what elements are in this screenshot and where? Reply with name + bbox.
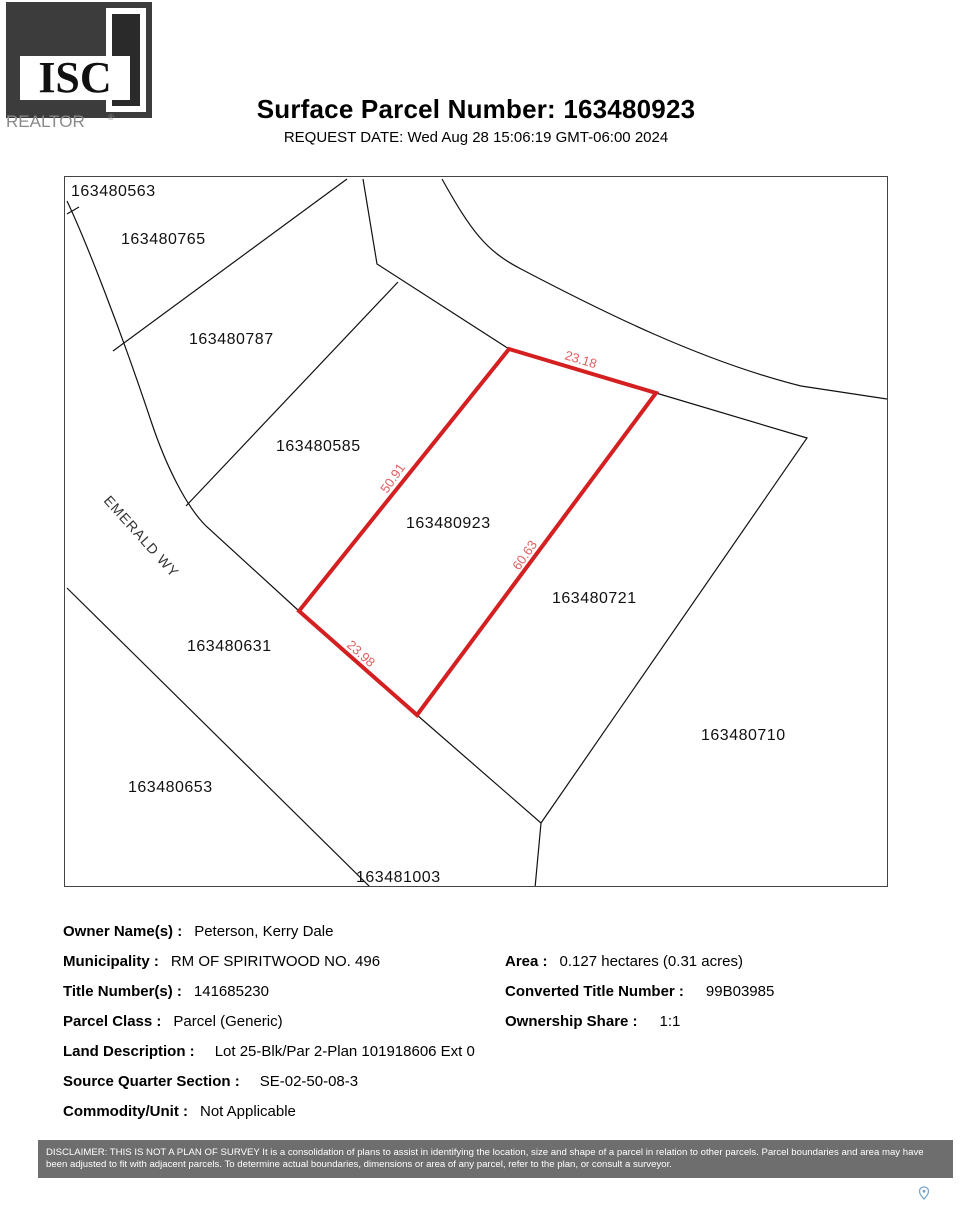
dimension-left: 50.91 (377, 460, 409, 496)
source-quarter-value: SE-02-50-08-3 (259, 1073, 359, 1090)
commodity-value: Not Applicable (200, 1103, 296, 1120)
map-pin-icon (918, 1186, 930, 1200)
dimension-top: 23.18 (563, 347, 599, 372)
ownership-share-value: 1:1 (659, 1013, 681, 1030)
page-title: Surface Parcel Number: 163480923 (256, 94, 696, 124)
municipality-label: Municipality : (63, 953, 159, 970)
isc-realtor-logo (6, 2, 152, 130)
title-number-value: 141685230 (193, 983, 269, 1000)
subject-parcel (299, 349, 656, 715)
disclaimer-banner: DISCLAIMER: THIS IS NOT A PLAN OF SURVEY It is a consolidation of plans to assist in identifying the location, size and shape of a parcel in relation to other parcels. Parcel boundaries and area may have been adjusted to fit with adjacent parcels. To determine actual boundaries, dimensions or area of any parcel, refer to the plan, or consult a surveyor. (38, 1140, 953, 1178)
logo-realtor-text: REALTOR (6, 112, 85, 130)
logo-letters: ISC (38, 53, 112, 102)
converted-title-value: 99B03985 (705, 983, 775, 1000)
source-quarter-label: Source Quarter Section : (63, 1073, 240, 1090)
land-description-label: Land Description : (63, 1043, 195, 1060)
owner-value: Peterson, Kerry Dale (194, 923, 334, 940)
title-number-label: Title Number(s) : (63, 983, 182, 1000)
area-label: Area : (505, 953, 548, 970)
request-date: REQUEST DATE: Wed Aug 28 15:06:19 GMT-06:00 2024 (283, 129, 669, 146)
parcel-label-163480721: 163480721 (552, 590, 637, 607)
land-description-row (63, 1043, 475, 1060)
parcel-label-163480765: 163480765 (121, 231, 206, 248)
parcel-label-163480585: 163480585 (276, 438, 361, 455)
parcel-class-label: Parcel Class : (63, 1013, 162, 1030)
area-value: 0.127 hectares (0.31 acres) (559, 953, 743, 970)
owner-row (63, 923, 333, 940)
parcel-label-163480563: 163480563 (71, 183, 156, 200)
land-description-value: Lot 25-Blk/Par 2-Plan 101918606 Ext 0 (214, 1043, 475, 1060)
commodity-row (63, 1103, 296, 1120)
svg-text:®: ® (108, 113, 114, 122)
parcel-class-row (63, 1013, 283, 1030)
converted-title-label: Converted Title Number : (505, 983, 684, 1000)
parcel-label-163480787: 163480787 (189, 331, 274, 348)
parcel-label-163481003: 163481003 (356, 869, 441, 886)
source-quarter-row (63, 1073, 358, 1090)
converted-title-row (505, 983, 774, 1000)
area-row (505, 953, 743, 970)
owner-label: Owner Name(s) : (63, 923, 183, 940)
parcel-class-value: Parcel (Generic) (173, 1013, 283, 1030)
parcel-label-163480631: 163480631 (187, 638, 272, 655)
parcel-label-163480653: 163480653 (128, 779, 213, 796)
ownership-share-row (505, 1013, 680, 1030)
commodity-label: Commodity/Unit : (63, 1103, 188, 1120)
parcel-label-163480710: 163480710 (701, 727, 786, 744)
parcel-label-163480923: 163480923 (406, 515, 491, 532)
ownership-share-label: Ownership Share : (505, 1013, 638, 1030)
municipality-value: RM OF SPIRITWOOD NO. 496 (170, 953, 381, 970)
street-label: EMERALD WY (100, 492, 183, 581)
dimension-bottom: 23.98 (343, 637, 379, 671)
title-number-row (63, 983, 269, 1000)
dimension-right: 60.63 (509, 537, 541, 573)
municipality-row (63, 953, 380, 970)
parcel-map (64, 176, 888, 887)
